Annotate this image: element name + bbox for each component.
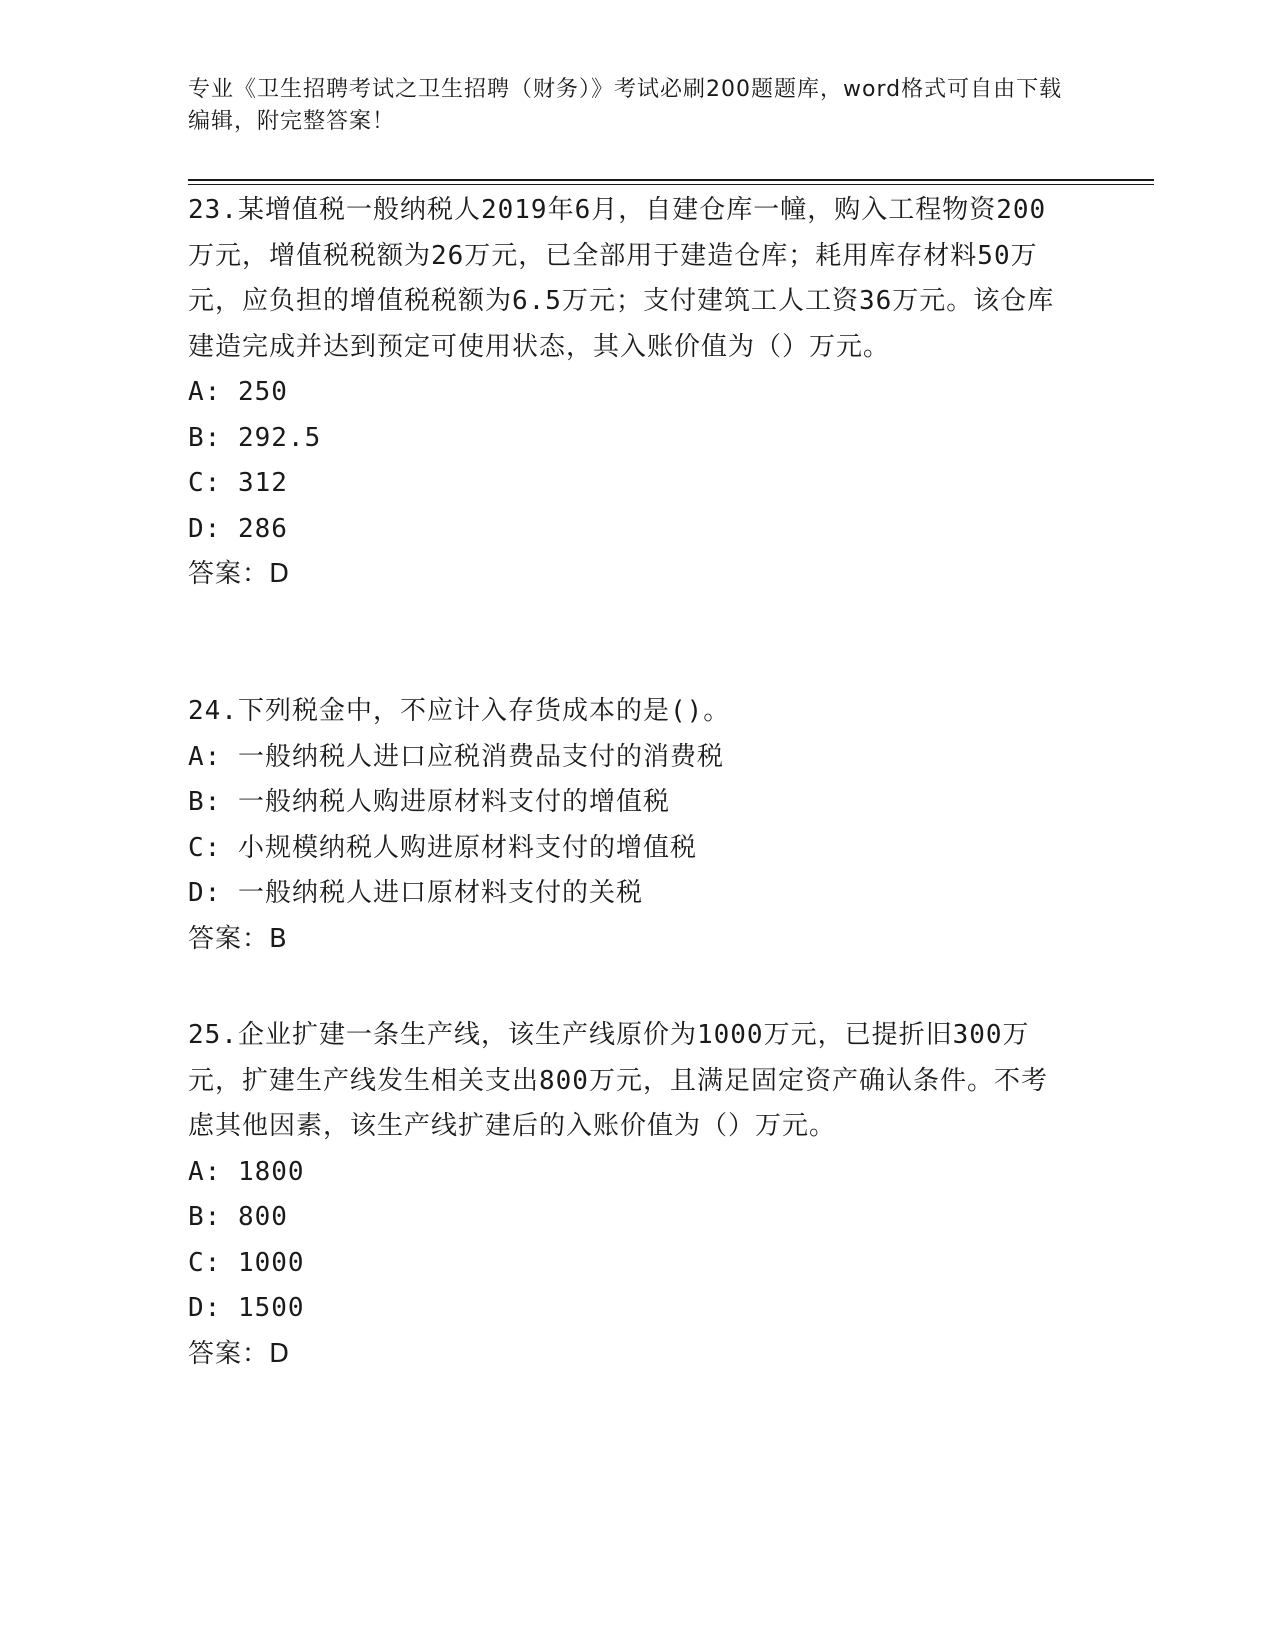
- option-c: C: 小规模纳税人购进原材料支付的增值税: [188, 832, 697, 863]
- option-a: A: 1800: [188, 1156, 305, 1187]
- question-23: [188, 188, 1068, 598]
- answer-label: 答案：D: [188, 559, 291, 589]
- question-stem: 25.企业扩建一条生产线，该生产线原价为1000万元，已提折旧300万元，扩建生产线发生相关支出800万元，且满足固定资产确认条件。不考虑其他因素，该生产线扩建后的入账价值为（）万元。: [188, 1020, 1048, 1141]
- header-divider-thick: [188, 179, 1154, 181]
- question-stem: 24.下列税金中，不应计入存货成本的是()。: [188, 696, 731, 726]
- question-stem: 23.某增值税一般纳税人2019年6月，自建仓库一幢，购入工程物资200万元，增值税税额为26万元，已全部用于建造仓库；耗用库存材料50万元，应负担的增值税税额为6.5万元；支付建筑工人工资36万元。该仓库建造完成并达到预定可使用状态，其入账价值为（）万元。: [188, 195, 1055, 362]
- document-header: 专业《卫生招聘考试之卫生招聘（财务）》考试必刷200题题库，word格式可自由下载编辑，附完整答案！: [188, 77, 1063, 134]
- option-b: B: 292.5: [188, 422, 322, 453]
- option-b: B: 一般纳税人购进原材料支付的增值税: [188, 787, 670, 817]
- question-24: [188, 689, 1068, 962]
- option-a: A: 一般纳税人进口应税消费品支付的消费税: [188, 741, 724, 772]
- option-d: D: 286: [188, 513, 288, 544]
- option-d: D: 1500: [188, 1293, 305, 1323]
- option-d: D: 一般纳税人进口原材料支付的关税: [188, 878, 643, 908]
- option-a: A: 250: [188, 377, 288, 407]
- question-25: [188, 1013, 1068, 1377]
- option-b: B: 800: [188, 1202, 288, 1232]
- option-c: C: 1000: [188, 1247, 305, 1278]
- answer-label: 答案：B: [188, 923, 288, 954]
- answer-label: 答案：D: [188, 1338, 291, 1369]
- header-divider-thin: [188, 184, 1154, 185]
- option-c: C: 312: [188, 468, 288, 498]
